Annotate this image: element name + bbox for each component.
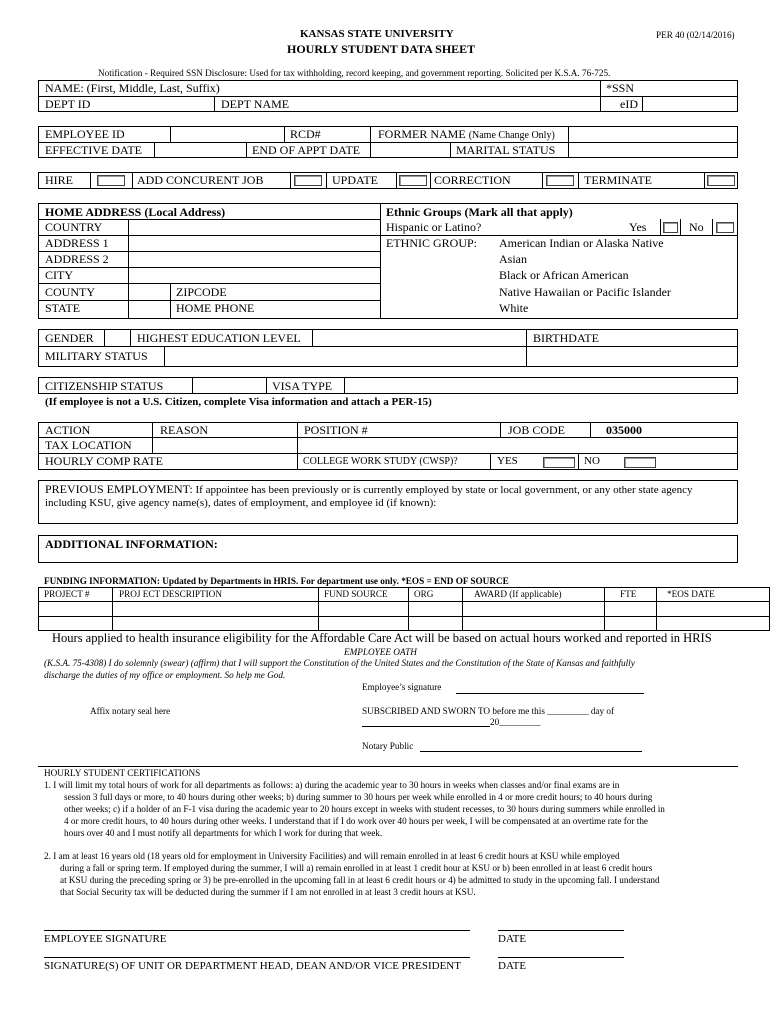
additional-info-label: ADDITIONAL INFORMATION: — [45, 537, 218, 551]
ethnic-option-white[interactable]: White — [499, 301, 529, 315]
position-field[interactable]: POSITION # — [304, 423, 368, 437]
form-id: PER 40 (02/14/2016) — [656, 30, 735, 40]
employee-id-field[interactable]: EMPLOYEE ID — [45, 127, 125, 141]
funding-col-fund-source: FUND SOURCE — [324, 589, 388, 599]
job-code-label: JOB CODE — [508, 423, 566, 437]
ethnic-option-american-indian[interactable]: American Indian or Alaska Native — [499, 236, 664, 250]
previous-employment-text — [45, 482, 692, 497]
previous-employment-line2: including KSU, give agency name(s), dates of employment, and employee id (if known): — [45, 497, 437, 509]
update-checkbox[interactable] — [399, 175, 427, 186]
hispanic-question: Hispanic or Latino? — [386, 220, 482, 234]
city-field[interactable]: CITY — [45, 268, 73, 282]
address-heading: HOME ADDRESS (Local Address) — [45, 205, 226, 219]
hispanic-no-label: No — [689, 220, 704, 234]
former-name-note: (Name Change Only) — [468, 130, 555, 141]
former-name-label: FORMER NAME — [378, 127, 466, 141]
former-name-field[interactable] — [378, 127, 555, 142]
gender-field[interactable]: GENDER — [45, 331, 94, 345]
ssn-field[interactable]: *SSN — [606, 81, 635, 95]
cert2-line1: 2. I am at least 16 years old (18 years old for employment in University Facilities) and will remain enrolled in at least 6 credit hours at KSU while employed — [44, 851, 620, 861]
notary-public-label: Notary Public — [362, 741, 414, 751]
cert1-line5: hours over 40 and I must notify all departments for which I work for during that week. — [64, 828, 383, 838]
funding-col-project: PROJECT # — [44, 589, 90, 599]
previous-employment-label: PREVIOUS EMPLOYMENT: — [45, 482, 193, 496]
terminate-checkbox[interactable] — [707, 175, 735, 186]
county-field[interactable]: COUNTY — [45, 285, 95, 299]
hispanic-yes-checkbox[interactable] — [663, 222, 678, 233]
correction-checkbox[interactable] — [546, 175, 574, 186]
sworn-date-line[interactable] — [362, 726, 490, 727]
cert1-line2: session 3 full days or more, to 40 hours during other weeks; b) during summer to 30 hours per week while enrolled in 4 or more credit hours; to 40 hours during — [64, 792, 653, 802]
state-field[interactable]: STATE — [45, 301, 81, 315]
eid-field[interactable]: eID — [620, 97, 638, 111]
cert1-line1: 1. I will limit my total hours of work for all departments as follows: a) during the academic year to 30 hours in weeks when classes and/or final exams are in — [44, 780, 620, 790]
employee-date-label: DATE — [498, 933, 527, 945]
funding-col-fte: FTE — [620, 589, 637, 599]
cwsp-no-label: NO — [584, 455, 600, 467]
add-job-checkbox[interactable] — [294, 175, 322, 186]
employee-signature-line[interactable] — [44, 930, 470, 931]
cwsp-label: COLLEGE WORK STUDY (CWSP)? — [303, 456, 458, 467]
dept-id-field[interactable]: DEPT ID — [45, 97, 91, 111]
visa-type-field[interactable]: VISA TYPE — [272, 379, 333, 393]
funding-col-award: AWARD (If applicable) — [474, 589, 562, 599]
reason-field[interactable]: REASON — [160, 423, 209, 437]
marital-status-field[interactable]: MARITAL STATUS — [456, 143, 556, 157]
home-phone-field[interactable]: HOME PHONE — [176, 301, 255, 315]
university-name: KANSAS STATE UNIVERSITY — [300, 28, 454, 40]
funding-col-description: PROJ ECT DESCRIPTION — [119, 589, 222, 599]
terminate-label: TERMINATE — [584, 173, 652, 187]
zipcode-field[interactable]: ZIPCODE — [176, 285, 227, 299]
military-status-field[interactable]: MILITARY STATUS — [45, 349, 148, 363]
update-label: UPDATE — [332, 173, 379, 187]
rcd-field[interactable]: RCD# — [290, 127, 321, 141]
sworn-year[interactable]: 20_________ — [490, 717, 541, 727]
previous-employment-line1: If appointee has been previously or is currently employed by state or local government, or any other state agency — [192, 484, 693, 496]
cert1-line3: other weeks; c) if a holder of an F-1 visa during the academic year to 20 hours except in weeks with student recesses, to 30 hours during summers while enrolled in — [64, 804, 665, 814]
cert1-line4: 4 or more credit hours, to 40 hours during other weeks. I understand that if I do work over 40 hours per week, I will be compensated at an overtime rate for the — [64, 816, 648, 826]
education-field[interactable]: HIGHEST EDUCATION LEVEL — [137, 331, 301, 345]
ethnic-group-label: ETHNIC GROUP: — [386, 236, 478, 250]
hourly-rate-field[interactable]: HOURLY COMP RATE — [45, 454, 163, 468]
address1-field[interactable]: ADDRESS 1 — [45, 236, 109, 250]
cwsp-no-checkbox[interactable] — [624, 457, 656, 468]
oath-line2: discharge the duties of my office or employment. So help me God. — [44, 670, 286, 680]
subscribed-sworn-line[interactable]: SUBSCRIBED AND SWORN TO before me this _________ day of — [362, 706, 615, 716]
aca-note: Hours applied to health insurance eligibility for the Affordable Care Act will be based on actual hours worked and reported in HRIS — [52, 631, 712, 645]
employee-date-line[interactable] — [498, 930, 624, 931]
cert2-line4: that Social Security tax will be deducted during the summer if I am not enrolled in at least 3 credit hours at KSU. — [60, 887, 476, 897]
ethnic-heading: Ethnic Groups (Mark all that apply) — [386, 205, 573, 219]
tax-location-field[interactable]: TAX LOCATION — [45, 438, 132, 452]
head-signature-line[interactable] — [44, 957, 470, 958]
end-of-appt-field[interactable]: END OF APPT DATE — [252, 143, 361, 157]
funding-col-eos-date: *EOS DATE — [667, 589, 715, 599]
head-date-line[interactable] — [498, 957, 624, 958]
employee-oath-signature-label: Employee’s signature — [362, 682, 442, 692]
employee-oath-signature-line[interactable] — [456, 693, 644, 694]
oath-title: EMPLOYEE OATH — [344, 647, 417, 657]
hire-checkbox[interactable] — [97, 175, 125, 186]
notary-seal-label: Affix notary seal here — [90, 706, 171, 716]
hispanic-no-checkbox[interactable] — [716, 222, 734, 233]
ssn-notification: Notification - Required SSN Disclosure: Used for tax withholding, record keeping, and government reporting. Solicited per K.S.A. 76-725. — [98, 68, 611, 78]
oath-line1: (K.S.A. 75-4308) I do solemnly (swear) (affirm) that I will support the Constitution of the United States and the Constitution of the State of Kansas and faithfully — [44, 658, 635, 668]
action-field[interactable]: ACTION — [45, 423, 91, 437]
visa-note: (If employee is not a U.S. Citizen, complete Visa information and attach a PER-15) — [45, 396, 432, 408]
cert2-line3: at KSU during the preceding spring or 3) be pre-enrolled in the upcoming fall in at least 6 credit hours or 4) be admitted to study in the upcoming fall. I understand — [60, 875, 660, 885]
cert2-line2: during a fall or spring term. If employed during the summer, I will a) remain enrolled in at least 1 credit hour at KSU or b) been enrolled in at least 6 credit hours — [60, 863, 653, 873]
citizenship-status-field[interactable]: CITIZENSHIP STATUS — [45, 379, 164, 393]
funding-col-org: ORG — [414, 589, 434, 599]
name-field[interactable]: NAME: (First, Middle, Last, Suffix) — [45, 81, 220, 95]
job-code-value[interactable]: 035000 — [606, 423, 642, 437]
certifications-heading: HOURLY STUDENT CERTIFICATIONS — [44, 768, 201, 778]
ethnic-option-pacific-islander[interactable]: Native Hawaiian or Pacific Islander — [499, 285, 671, 299]
head-date-label: DATE — [498, 960, 527, 972]
employee-signature-label: EMPLOYEE SIGNATURE — [44, 933, 167, 945]
cwsp-yes-checkbox[interactable] — [543, 457, 575, 468]
hire-label: HIRE — [45, 173, 73, 187]
head-signature-label: SIGNATURE(S) OF UNIT OR DEPARTMENT HEAD, DEAN AND/OR VICE PRESIDENT — [44, 960, 461, 972]
cwsp-yes-label: YES — [497, 455, 518, 467]
funding-heading: FUNDING INFORMATION: Updated by Departments in HRIS. For department use only. *EOS = END OF SOURCE — [44, 576, 509, 586]
effective-date-field[interactable]: EFFECTIVE DATE — [45, 143, 142, 157]
correction-label: CORRECTION — [434, 173, 511, 187]
ethnic-option-black[interactable]: Black or African American — [499, 268, 629, 282]
add-job-label: ADD CONCURENT JOB — [137, 173, 264, 187]
country-field[interactable]: COUNTRY — [45, 220, 103, 234]
notary-public-line[interactable] — [420, 751, 642, 752]
address2-field[interactable]: ADDRESS 2 — [45, 252, 109, 266]
birthdate-field[interactable]: BIRTHDATE — [533, 331, 599, 345]
hispanic-yes-label: Yes — [629, 220, 647, 234]
form-title: HOURLY STUDENT DATA SHEET — [287, 42, 476, 56]
dept-name-field[interactable]: DEPT NAME — [221, 97, 290, 111]
ethnic-option-asian[interactable]: Asian — [499, 252, 527, 266]
